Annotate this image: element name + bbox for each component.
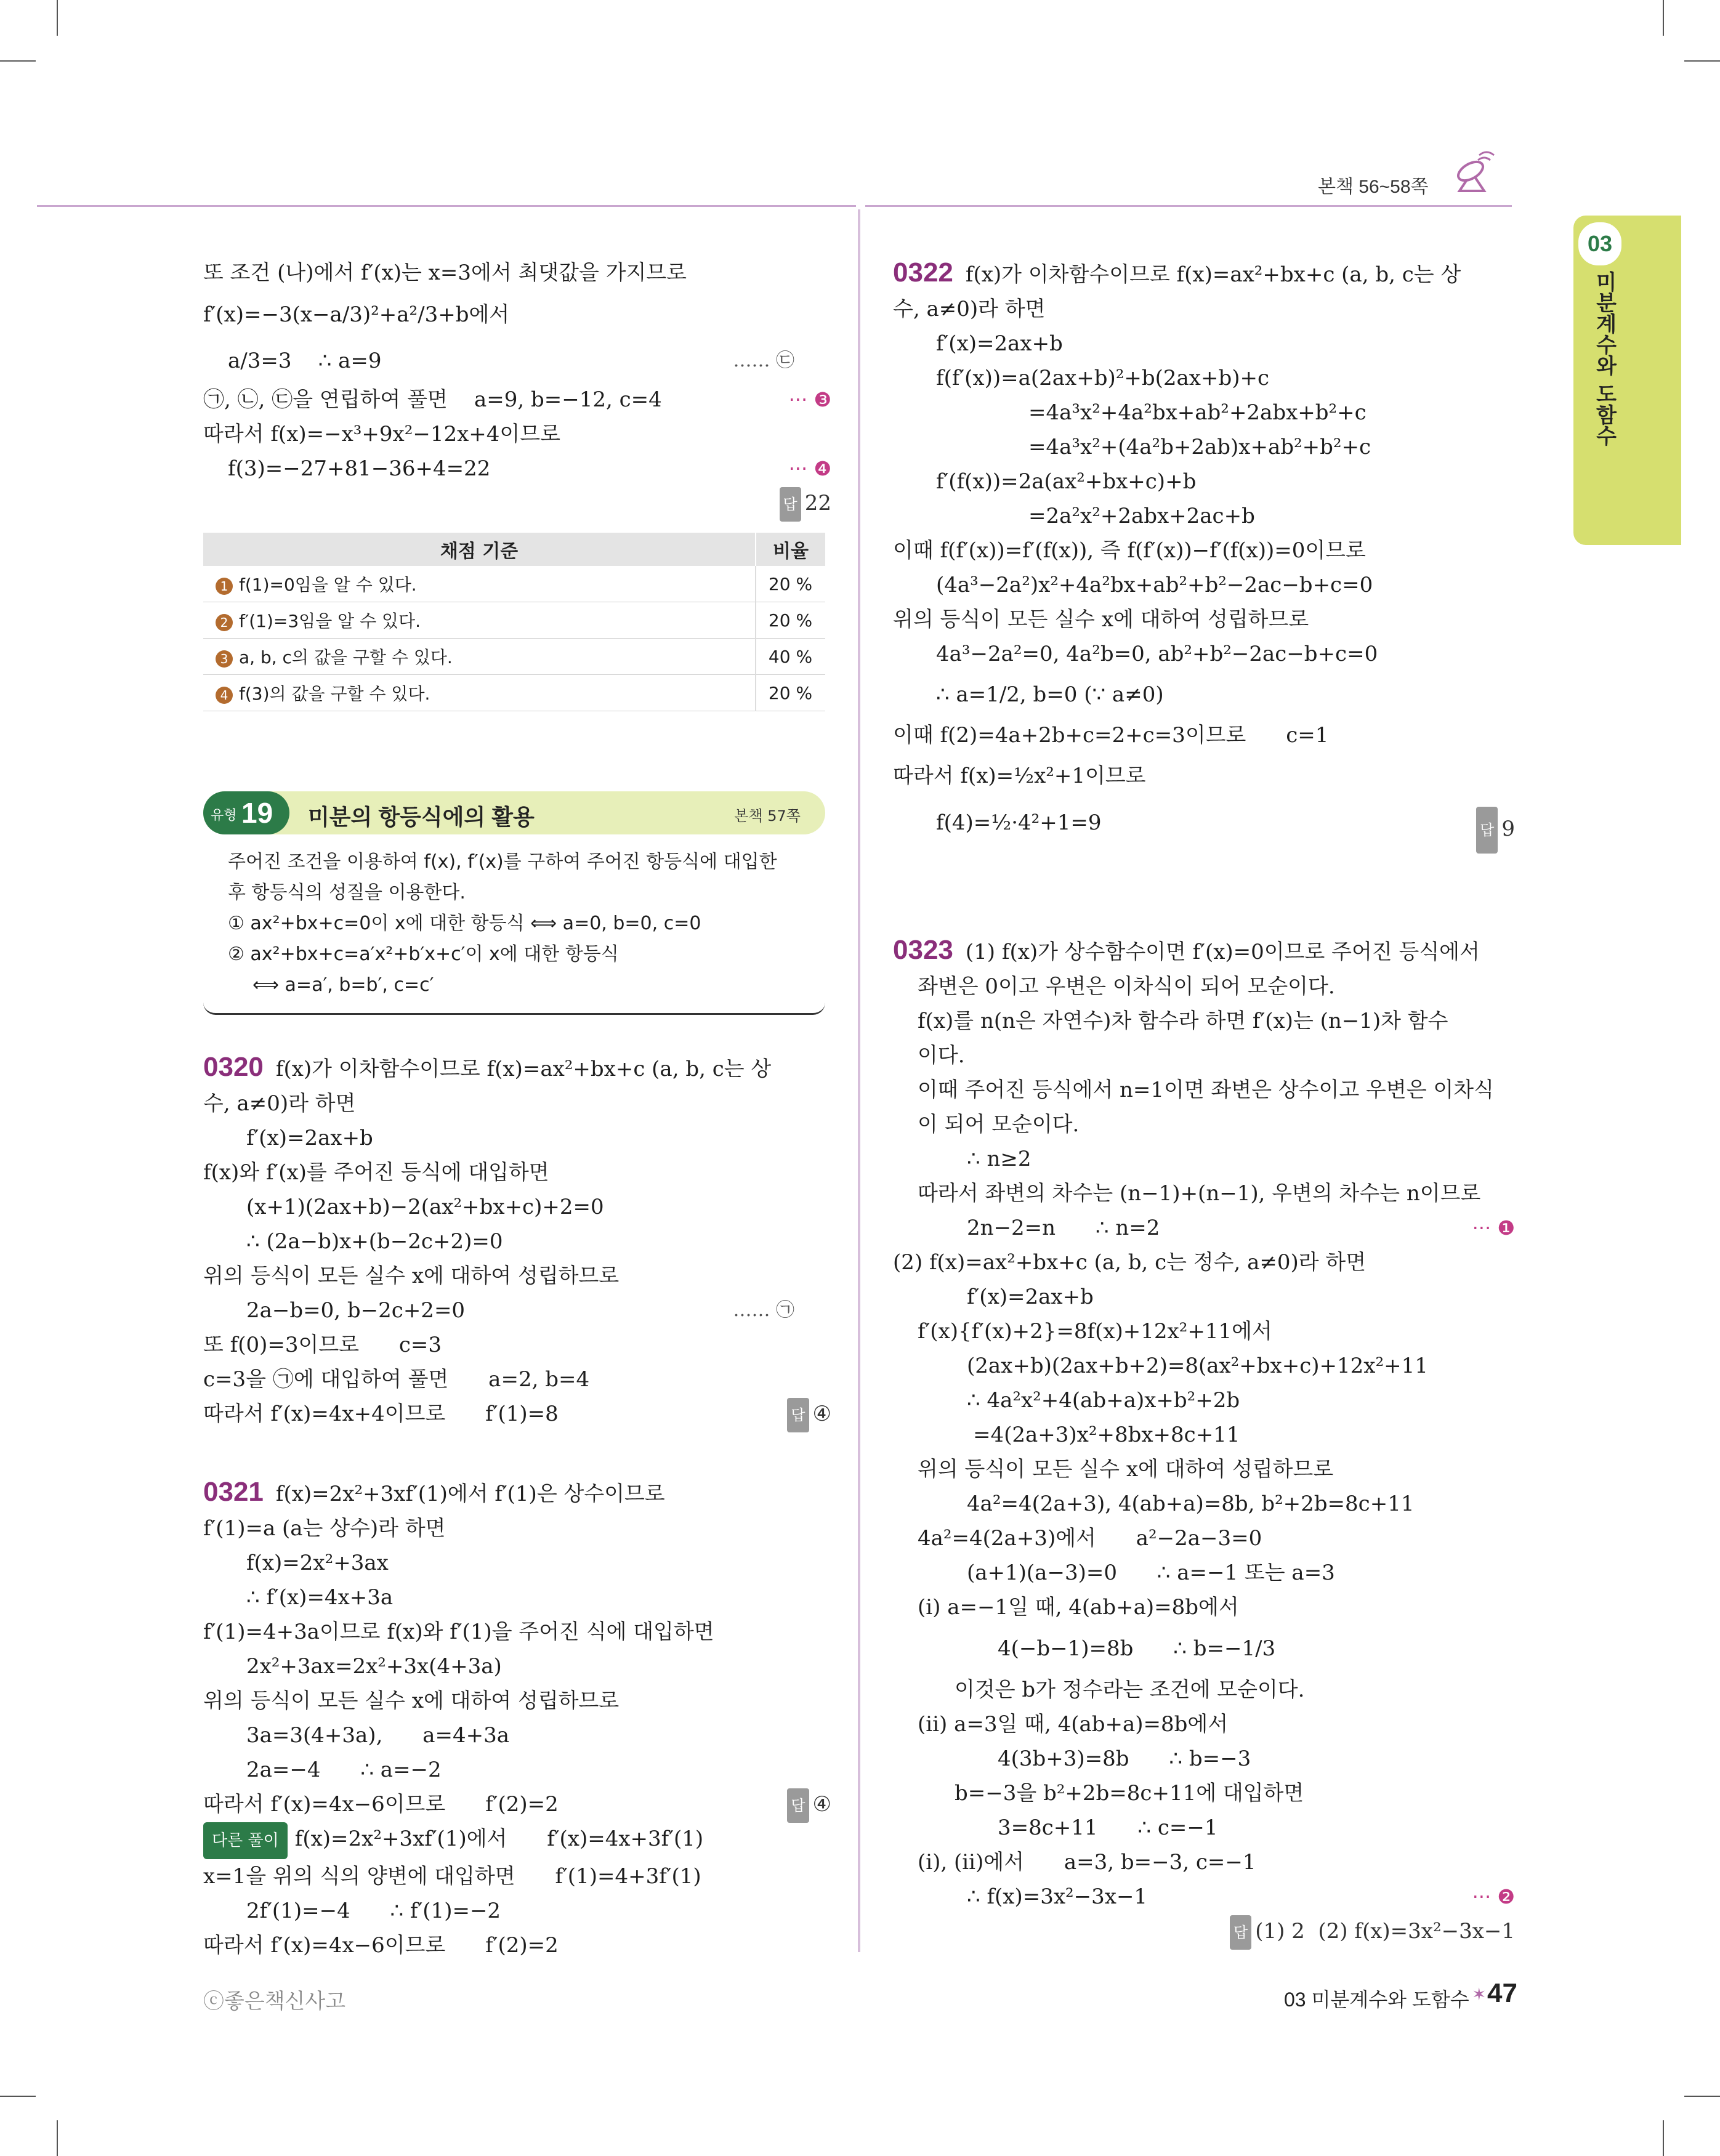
grading-header-criteria: 채점 기준 <box>203 533 756 566</box>
equation-tag: …… ㉠ <box>733 1299 794 1321</box>
footer-star-icon: ✶ <box>1472 1984 1487 2005</box>
solution-line: ∴ f′(x)=4x+3a <box>246 1585 394 1610</box>
solution-line: 2n−2=n ∴ n=2 <box>967 1216 1160 1240</box>
equation-tag: …… ㉢ <box>733 350 794 371</box>
solution-line: 또 f(0)=3이므로 c=3 <box>203 1333 442 1357</box>
criterion: a, b, c의 값을 구할 수 있다. <box>239 647 453 668</box>
crop-mark <box>57 2120 58 2156</box>
solution-line: (x+1)(2ax+b)−2(ax²+bx+c)+2=0 <box>246 1195 604 1219</box>
type-box <box>203 791 825 1015</box>
solution-line: 3=8c+11 ∴ c=−1 <box>998 1815 1218 1840</box>
type-line: 주어진 조건을 이용하여 f(x), f′(x)를 구하여 주어진 항등식에 대입한 <box>228 851 777 873</box>
solution-line: (ⅰ) a=−1일 때, 4(ab+a)=8b에서 <box>918 1595 1239 1620</box>
copyright: ⓒ좋은책신사고 <box>203 1990 346 2013</box>
solution-line: f′(f(x))=2a(ax²+bx+c)+b <box>936 469 1197 494</box>
answer: 답 (1) 2 (2) f(x)=3x²−3x−1 <box>1230 1914 1515 1950</box>
problem-number: 0323 <box>893 935 953 965</box>
criterion: f(3)의 값을 구할 수 있다. <box>239 684 430 704</box>
solution-line: f(3)=−27+81−36+4=22 <box>228 456 491 481</box>
type-header <box>203 791 825 834</box>
solution-line: 또 조건 (나)에서 f′(x)는 x=3에서 최댓값을 가지므로 <box>203 260 687 285</box>
step-number: 4 <box>216 687 233 704</box>
solution-line: =4(2a+3)x²+8bx+8c+11 <box>973 1423 1240 1447</box>
answer: 답 22 <box>780 486 831 522</box>
crop-mark <box>0 60 36 62</box>
problem-number: 0321 <box>203 1477 264 1507</box>
header-rule-left <box>37 205 856 207</box>
ratio: 40 % <box>756 639 825 675</box>
solution-line: 이다. <box>918 1043 965 1068</box>
solution-line: 3a=3(4+3a), a=4+3a <box>246 1723 510 1748</box>
crop-mark <box>1663 0 1664 36</box>
solution-line: 2a−b=0, b−2c+2=0 <box>246 1298 466 1323</box>
solution-line: a/3=3 ∴ a=9 <box>228 349 382 373</box>
solution-line: 4a³−2a²=0, 4a²b=0, ab²+b²−2ac−b+c=0 <box>936 642 1378 666</box>
problem-number: 0320 <box>203 1052 264 1082</box>
column-divider <box>858 209 860 1952</box>
crop-mark <box>1684 2096 1720 2097</box>
solution-line: f(x)를 n(n은 자연수)차 함수라 하면 f′(x)는 (n−1)차 함수 <box>918 1009 1448 1033</box>
problem-0322 <box>893 256 1515 846</box>
solution-line: f(x)=2x²+3xf′(1)에서 f′(x)=4x+3f′(1) <box>294 1827 704 1851</box>
solution-line: 위의 등식이 모든 실수 x에 대하여 성립하므로 <box>918 1457 1334 1482</box>
ratio: 20 % <box>756 675 825 711</box>
step-marker: ··· ❹ <box>788 457 831 480</box>
table-row <box>203 602 825 639</box>
solution-line: 2x²+3ax=2x²+3x(4+3a) <box>246 1654 502 1679</box>
solution-line: ∴ a=1/2, b=0 (∵ a≠0) <box>936 682 1164 707</box>
solution-line: ㉠, ㉡, ㉢을 연립하여 풀면 a=9, b=−12, c=4 <box>203 387 662 412</box>
answer-icon: 답 <box>787 1398 809 1432</box>
type-badge-word: 유형 <box>211 807 237 823</box>
book-reference: 본책 56~58쪽 <box>1318 177 1429 197</box>
problem-0321 <box>203 1475 831 1963</box>
solution-line: =4a³x²+4a²bx+ab²+2abx+b²+c <box>1028 400 1367 425</box>
solution-line: 이때 f(f′(x))=f′(f(x)), 즉 f(f′(x))−f′(f(x))=0이므로 <box>893 538 1366 563</box>
solution-line: c=3을 ㉠에 대입하여 풀면 a=2, b=4 <box>203 1367 590 1392</box>
solution-line: 따라서 f(x)=−x³+9x²−12x+4이므로 <box>203 422 560 446</box>
alternative-solution-badge: 다른 풀이 <box>203 1822 288 1859</box>
solution-line: 따라서 좌변의 차수는 (n−1)+(n−1), 우변의 차수는 n이므로 <box>918 1181 1481 1206</box>
solution-line: (4a³−2a²)x²+4a²bx+ab²+b²−2ac−b+c=0 <box>936 573 1373 597</box>
solution-line: 따라서 f′(x)=4x−6이므로 f′(2)=2 <box>203 1792 559 1817</box>
crop-mark <box>57 0 58 36</box>
solution-line: b=−3을 b²+2b=8c+11에 대입하면 <box>955 1781 1304 1806</box>
solution-line: (a+1)(a−3)=0 ∴ a=−1 또는 a=3 <box>967 1560 1335 1585</box>
solution-line: =4a³x²+(4a²b+2ab)x+ab²+b²+c <box>1028 435 1371 459</box>
solution-line: f(f′(x))=a(2ax+b)²+b(2ax+b)+c <box>936 366 1270 390</box>
footer-chapter: 03 미분계수와 도함수 <box>1284 1988 1469 2011</box>
solution-line: 따라서 f(x)=½x²+1이므로 <box>893 764 1146 788</box>
solution-line: 위의 등식이 모든 실수 x에 대하여 성립하므로 <box>893 607 1309 632</box>
solution-line: 4a²=4(2a+3), 4(ab+a)=8b, b²+2b=8c+11 <box>967 1492 1415 1516</box>
type-badge-number: 19 <box>241 797 273 829</box>
solution-line: f′(x)=2ax+b <box>967 1285 1094 1309</box>
problem-0320 <box>203 1050 831 1431</box>
solution-line: x=1을 위의 식의 양변에 대입하면 f′(1)=4+3f′(1) <box>203 1864 701 1889</box>
step-marker: ··· ❶ <box>1472 1216 1515 1240</box>
table-row <box>203 566 825 602</box>
type-title: 미분의 항등식에의 활용 <box>308 804 535 830</box>
solution-line: f(x)가 이차함수이므로 f(x)=ax²+bx+c (a, b, c는 상 <box>965 262 1461 287</box>
answer: 답 ④ <box>787 1787 831 1823</box>
solution-line: 위의 등식이 모든 실수 x에 대하여 성립하므로 <box>203 1689 620 1713</box>
solution-line: (2ax+b)(2ax+b+2)=8(ax²+bx+c)+12x²+11 <box>967 1354 1428 1378</box>
solution-line: f′(x)=2ax+b <box>936 331 1063 356</box>
solution-line: f(x)=2x²+3ax <box>246 1551 389 1575</box>
solution-line: 2a=−4 ∴ a=−2 <box>246 1758 442 1782</box>
solution-line: ∴ (2a−b)x+(b−2c+2)=0 <box>246 1229 503 1254</box>
solution-line: ∴ n≥2 <box>967 1147 1032 1171</box>
page-number: 47 <box>1487 1978 1517 2008</box>
solution-line: ∴ f(x)=3x²−3x−1 <box>967 1884 1148 1909</box>
crop-mark <box>1684 60 1720 62</box>
grading-header-ratio: 비율 <box>756 533 825 566</box>
answer-icon: 답 <box>1230 1915 1251 1950</box>
solution-line: f′(1)=a (a는 상수)라 하면 <box>203 1516 446 1541</box>
solution-line: 4(−b−1)=8b ∴ b=−1/3 <box>998 1636 1276 1661</box>
solution-line: 좌변은 0이고 우변은 이차식이 되어 모순이다. <box>918 974 1335 999</box>
left-top-solution <box>203 256 831 711</box>
table-row <box>203 639 825 675</box>
answer: 답 ④ <box>787 1397 831 1432</box>
solution-line: 이 되어 모순이다. <box>918 1112 1080 1137</box>
problem-number: 0322 <box>893 257 953 288</box>
header-rule-right <box>865 205 1512 207</box>
answer-icon: 답 <box>1476 807 1498 854</box>
solution-line: ∴ 4a²x²+4(ab+a)x+b²+2b <box>967 1388 1240 1413</box>
type-line: ① ax²+bx+c=0이 x에 대한 항등식 ⟺ a=0, b=0, c=0 <box>228 913 701 934</box>
solution-line: =2a²x²+2abx+2ac+b <box>1028 504 1255 528</box>
solution-line: f′(x){f′(x)+2}=8f(x)+12x²+11에서 <box>918 1319 1272 1344</box>
grading-table <box>203 533 825 711</box>
solution-line: 이것은 b가 정수라는 조건에 모순이다. <box>955 1678 1305 1702</box>
type-description <box>203 834 825 1015</box>
solution-line: f(x)=2x²+3xf′(1)에서 f′(1)은 상수이므로 <box>275 1482 665 1506</box>
solution-line: f′(1)=4+3a이므로 f(x)와 f′(1)을 주어진 식에 대입하면 <box>203 1620 714 1644</box>
solution-line: 수, a≠0)라 하면 <box>203 1091 356 1116</box>
solution-line: f(x)가 이차함수이므로 f(x)=ax²+bx+c (a, b, c는 상 <box>275 1057 772 1081</box>
step-marker: ··· ❷ <box>1472 1885 1515 1908</box>
type-line: ② ax²+bx+c=a′x²+b′x+c′이 x에 대한 항등식 <box>228 943 619 965</box>
step-number: 3 <box>216 650 233 668</box>
solution-line: 2f′(1)=−4 ∴ f′(1)=−2 <box>246 1899 501 1923</box>
solution-line: (1) f(x)가 상수함수이면 f′(x)=0이므로 주어진 등식에서 <box>965 940 1480 964</box>
type-badge <box>203 791 289 834</box>
solution-line: f′(x)=−3(x−a/3)²+a²/3+b에서 <box>203 302 510 327</box>
problem-0323 <box>893 933 1515 1948</box>
answer-icon: 답 <box>787 1788 809 1823</box>
solution-line: (ⅱ) a=3일 때, 4(ab+a)=8b에서 <box>918 1712 1229 1737</box>
solution-line: 따라서 f′(x)=4x−6이므로 f′(2)=2 <box>203 1933 559 1958</box>
crop-mark <box>0 2096 36 2097</box>
answer: 답 9 <box>1476 805 1515 854</box>
chapter-number: 03 <box>1577 220 1623 267</box>
table-row <box>203 675 825 711</box>
ratio: 20 % <box>756 566 825 602</box>
step-number: 1 <box>216 578 233 595</box>
solution-line: 이때 f(2)=4a+2b+c=2+c=3이므로 c=1 <box>893 723 1329 748</box>
criterion: f′(1)=3임을 알 수 있다. <box>239 611 421 631</box>
solution-line: 4a²=4(2a+3)에서 a²−2a−3=0 <box>918 1526 1262 1551</box>
solution-line: (2) f(x)=ax²+bx+c (a, b, c는 정수, a≠0)라 하면 <box>893 1250 1367 1275</box>
solution-line: f(4)=½·4²+1=9 <box>936 810 1102 835</box>
satellite-icon <box>1447 148 1496 203</box>
solution-line: f′(x)=2ax+b <box>246 1126 373 1150</box>
solution-line: 위의 등식이 모든 실수 x에 대하여 성립하므로 <box>203 1264 620 1288</box>
solution-line: 4(3b+3)=8b ∴ b=−3 <box>998 1746 1251 1771</box>
solution-line: (ⅰ), (ⅱ)에서 a=3, b=−3, c=−1 <box>918 1850 1256 1875</box>
crop-mark <box>1663 2120 1664 2156</box>
ratio: 20 % <box>756 602 825 639</box>
step-number: 2 <box>216 614 233 631</box>
criterion: f(1)=0임을 알 수 있다. <box>239 575 417 595</box>
step-marker: ··· ❸ <box>788 388 831 411</box>
solution-line: 따라서 f′(x)=4x+4이므로 f′(1)=8 <box>203 1402 559 1426</box>
chapter-title: 미분계수와 도함수 <box>1592 271 1617 446</box>
solution-line: f(x)와 f′(x)를 주어진 등식에 대입하면 <box>203 1160 549 1185</box>
solution-line: 수, a≠0)라 하면 <box>893 297 1046 321</box>
answer-icon: 답 <box>780 487 801 522</box>
type-line: ⟺ a=a′, b=b′, c=c′ <box>252 974 434 996</box>
type-line: 후 항등식의 성질을 이용한다. <box>228 882 466 903</box>
type-reference: 본책 57쪽 <box>734 807 801 825</box>
solution-line: 이때 주어진 등식에서 n=1이면 좌변은 상수이고 우변은 이차식 <box>918 1078 1494 1102</box>
